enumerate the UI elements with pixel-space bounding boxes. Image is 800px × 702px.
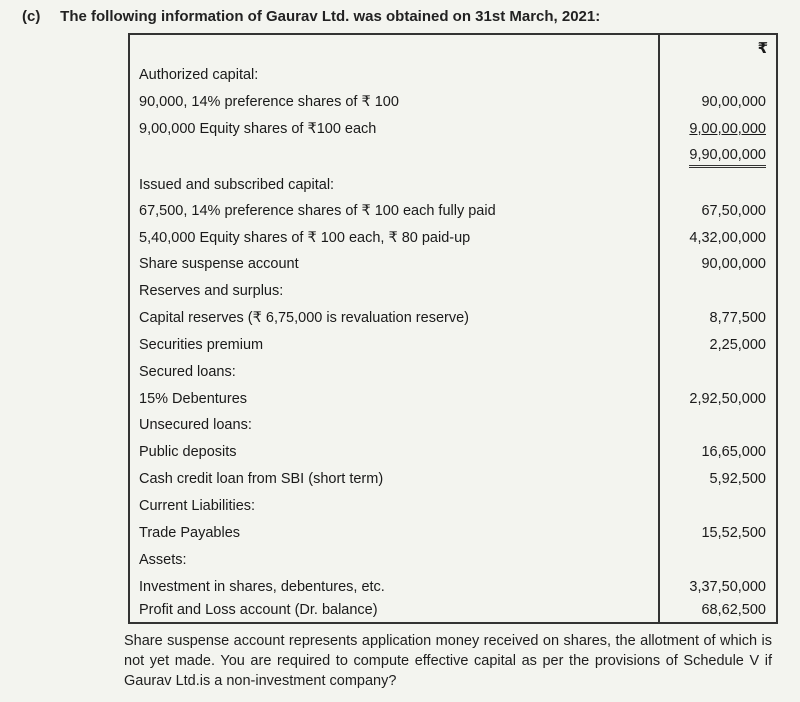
row-amount: 67,50,000	[701, 203, 766, 219]
row-amount: 3,37,50,000	[689, 579, 766, 595]
row-description: 67,500, 14% preference shares of ₹ 100 each fully paid	[139, 203, 496, 219]
row-description: 15% Debentures	[139, 391, 248, 407]
row-description: Cash credit loan from SBI (short term)	[139, 471, 384, 487]
row-amount: 2,92,50,000	[689, 391, 766, 407]
row-description: Assets:	[139, 552, 187, 568]
table-row	[130, 440, 776, 465]
row-description: Capital reserves (₹ 6,75,000 is revaluation reserve)	[139, 310, 469, 326]
row-amount: 68,62,500	[701, 602, 766, 618]
row-description: Reserves and surplus:	[139, 283, 284, 299]
row-amount: 5,92,500	[709, 471, 766, 487]
row-description: 5,40,000 Equity shares of ₹ 100 each, ₹ 80 paid-up	[139, 230, 471, 246]
table-row	[130, 199, 776, 224]
row-description: Authorized capital:	[139, 67, 259, 83]
table-row	[130, 598, 776, 623]
row-description: Unsecured loans:	[139, 417, 252, 433]
row-amount: 90,00,000	[701, 94, 766, 110]
table-row-total	[130, 143, 776, 168]
currency-header: ₹	[757, 40, 768, 57]
table-row	[130, 252, 776, 277]
row-amount: 4,32,00,000	[689, 230, 766, 246]
row-amount: 2,25,000	[709, 337, 766, 353]
row-description: Profit and Loss account (Dr. balance)	[139, 602, 378, 618]
row-amount: 9,00,00,000	[689, 121, 766, 137]
table-row	[130, 360, 776, 385]
table-row	[130, 494, 776, 519]
row-description: Investment in shares, debentures, etc.	[139, 579, 385, 595]
question-intro: The following information of Gaurav Ltd. was obtained on 31st March, 2021:	[60, 8, 601, 25]
table-row	[130, 333, 776, 358]
table-row	[130, 548, 776, 573]
authorized-capital-total: 9,90,00,000	[689, 145, 766, 168]
row-amount: 90,00,000	[701, 256, 766, 272]
table-row	[130, 306, 776, 331]
row-amount: 16,65,000	[701, 444, 766, 460]
question-text: Share suspense account represents application money received on shares, the allotment of which is not yet made. You are required to compute effective capital as per the provisions of Schedule V if Gaurav Ltd.is a non-investment company?	[124, 633, 772, 689]
question-label: (c)	[22, 8, 41, 25]
table-row	[130, 90, 776, 115]
row-amount: 15,52,500	[701, 525, 766, 541]
row-description: 90,000, 14% preference shares of ₹ 100	[139, 94, 399, 110]
table-row	[130, 575, 776, 600]
row-description: Securities premium	[139, 337, 264, 353]
table-row	[130, 279, 776, 304]
row-description: Secured loans:	[139, 364, 236, 380]
capital-table	[128, 33, 778, 624]
table-row	[130, 387, 776, 412]
table-row	[130, 63, 776, 88]
row-amount: 8,77,500	[709, 310, 766, 326]
question-heading	[22, 8, 600, 25]
table-row	[130, 117, 776, 142]
row-description: Trade Payables	[139, 525, 241, 541]
row-description: Share suspense account	[139, 256, 299, 272]
row-description: 9,00,000 Equity shares of ₹100 each	[139, 121, 377, 137]
row-description: Current Liabilities:	[139, 498, 256, 514]
row-description: Public deposits	[139, 444, 237, 460]
row-description: Issued and subscribed capital:	[139, 177, 335, 193]
table-row	[130, 173, 776, 198]
table-row	[130, 467, 776, 492]
table-row	[130, 521, 776, 546]
table-row	[130, 226, 776, 251]
table-row	[130, 413, 776, 438]
